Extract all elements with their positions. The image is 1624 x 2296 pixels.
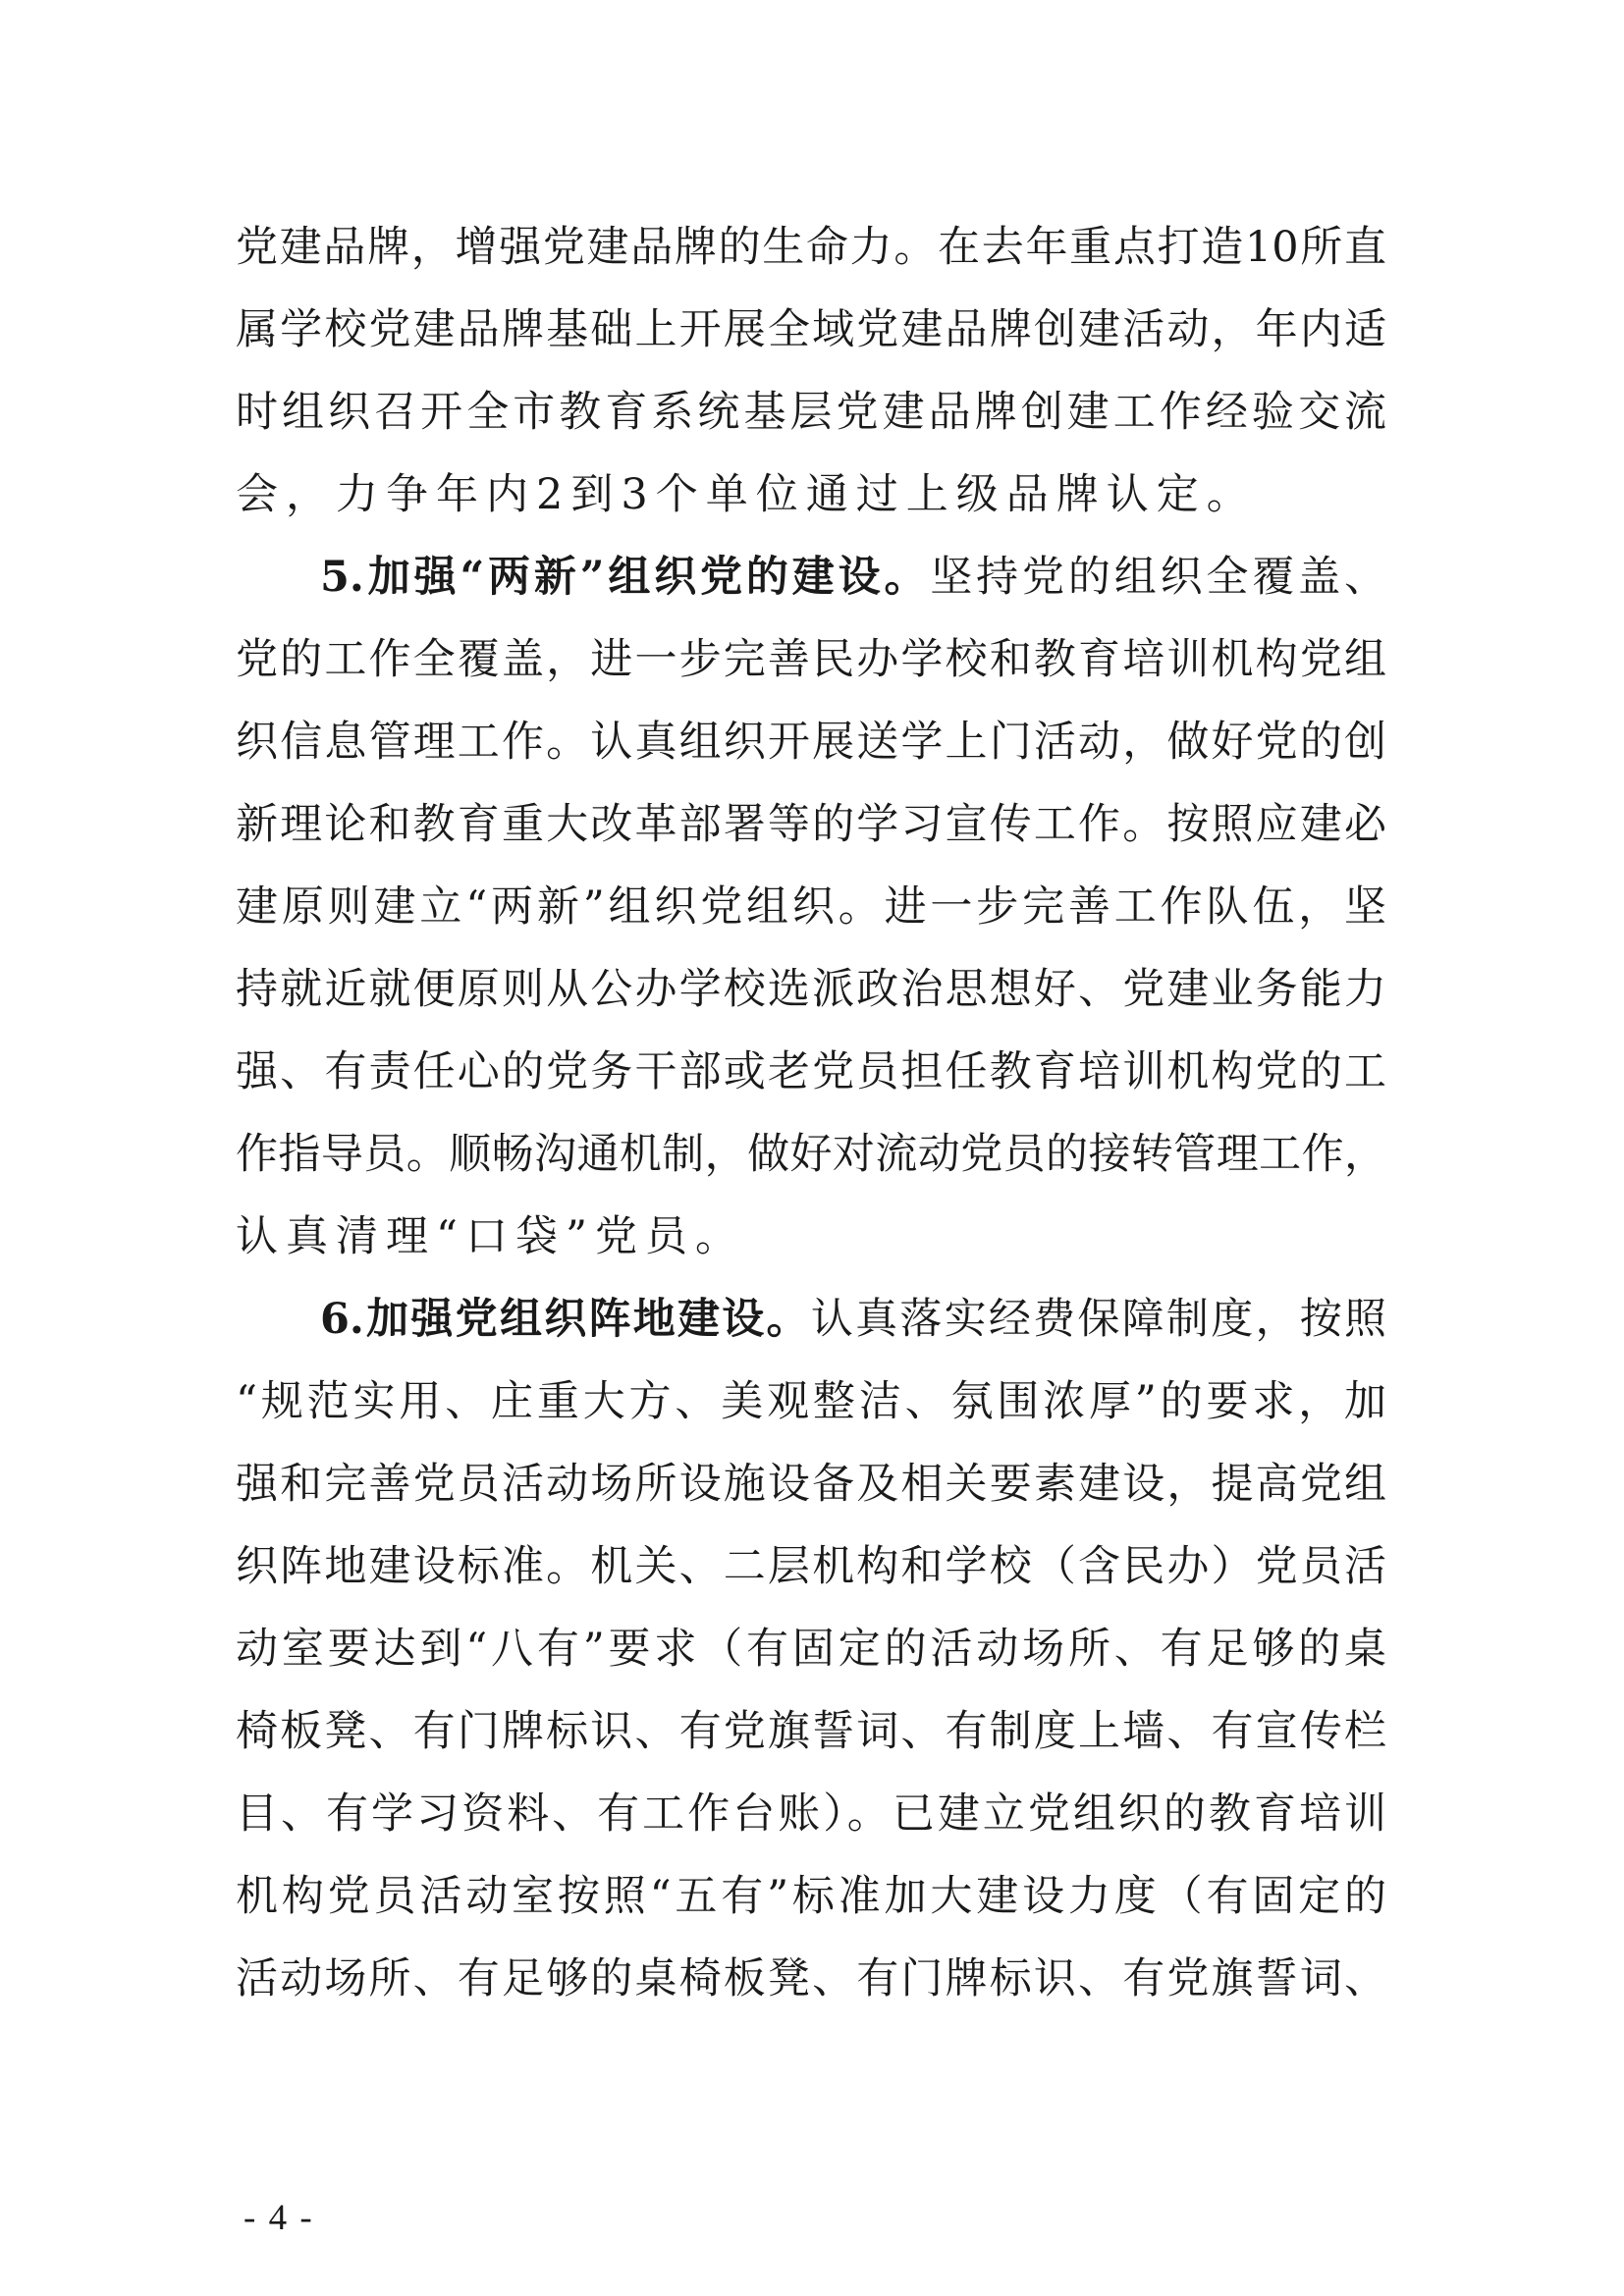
paragraph-line: 动室要达到“八有”要求（有固定的活动场所、有足够的桌 [236,1625,1386,1674]
document-body [236,206,1386,2020]
paragraph-line-continuation: 认真落实经费保障制度，按照 [810,1295,1386,1344]
paragraph-line: 活动场所、有足够的桌椅板凳、有门牌标识、有党旗誓词、 [236,1954,1386,2003]
paragraph-line: 持就近就便原则从公办学校选派政治思想好、党建业务能力 [236,965,1386,1014]
paragraph-line: 强、有责任心的党务干部或老党员担任教育培训机构党的工 [236,1047,1386,1096]
paragraph-1 [236,206,1386,536]
paragraph-line: 织信息管理工作。认真组织开展送学上门活动，做好党的创 [236,718,1386,767]
paragraph-line: 椅板凳、有门牌标识、有党旗誓词、有制度上墙、有宣传栏 [236,1707,1386,1756]
paragraph-line: 认真清理“口袋”党员。 [236,1212,745,1261]
paragraph-line: 党的工作全覆盖，进一步完善民办学校和教育培训机构党组 [236,635,1386,684]
section-heading-6: 6.加强党组织阵地建设。 [320,1295,811,1344]
paragraph-line: 新理论和教育重大改革部署等的学习宣传工作。按照应建必 [236,800,1386,849]
page-number: - 4 - [244,2198,314,2238]
paragraph-first-line [236,1278,1386,1361]
paragraph-line: 时组织召开全市教育系统基层党建品牌创建工作经验交流 [236,388,1386,437]
paragraph-line: 机构党员活动室按照“五有”标准加大建设力度（有固定的 [236,1872,1386,1921]
paragraph-line: 织阵地建设标准。机关、二层机构和学校（含民办）党员活 [236,1542,1386,1591]
paragraph-line: 强和完善党员活动场所设施设备及相关要素建设，提高党组 [236,1460,1386,1509]
paragraph-line-continuation: 坚持党的组织全覆盖、 [930,553,1386,602]
paragraph-first-line [236,536,1386,618]
paragraph-line: 建原则建立“两新”组织党组织。进一步完善工作队伍，坚 [236,882,1386,932]
paragraph-line: 目、有学习资料、有工作台账）。已建立党组织的教育培训 [236,1789,1386,1839]
paragraph-line: “规范实用、庄重大方、美观整洁、氛围浓厚”的要求，加 [236,1377,1386,1426]
paragraph-3 [236,1278,1386,2020]
paragraph-line: 会，力争年内2到3个单位通过上级品牌认定。 [236,470,1257,519]
paragraph-2 [236,536,1386,1278]
paragraph-line: 属学校党建品牌基础上开展全域党建品牌创建活动，年内适 [236,305,1386,354]
paragraph-line: 作指导员。顺畅沟通机制，做好对流动党员的接转管理工作， [236,1130,1386,1179]
paragraph-line: 党建品牌，增强党建品牌的生命力。在去年重点打造10所直 [236,223,1386,272]
section-heading-5: 5.加强“两新”组织党的建设。 [320,553,931,602]
